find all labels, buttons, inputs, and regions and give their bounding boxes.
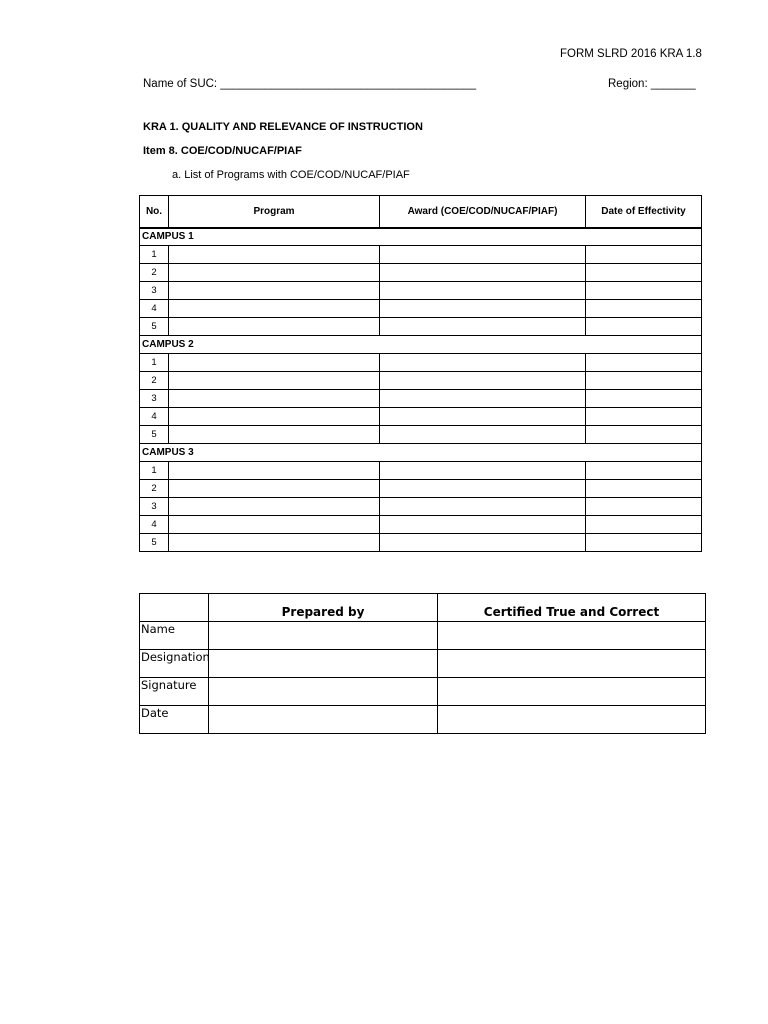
signoff-header-prepared-by: Prepared by (209, 594, 438, 622)
signoff-row-label: Signature (140, 678, 209, 706)
date-cell[interactable] (586, 426, 702, 444)
table-row (140, 300, 702, 318)
signoff-row-label: Name (140, 622, 209, 650)
date-cell[interactable] (586, 300, 702, 318)
date-cell[interactable] (586, 318, 702, 336)
column-header-no: No. (140, 196, 169, 228)
program-cell[interactable] (169, 480, 380, 498)
date-cell[interactable] (586, 534, 702, 552)
campus-label: CAMPUS 3 (140, 444, 702, 462)
signoff-row (140, 622, 706, 650)
row-number: 3 (140, 390, 169, 408)
date-cell[interactable] (586, 390, 702, 408)
award-cell[interactable] (380, 372, 586, 390)
prepared-by-cell[interactable] (209, 650, 438, 678)
table-row (140, 480, 702, 498)
table-row (140, 462, 702, 480)
column-header-date: Date of Effectivity (586, 196, 702, 228)
signoff-row-label: Designation (140, 650, 209, 678)
table-row (140, 372, 702, 390)
award-cell[interactable] (380, 300, 586, 318)
column-header-award: Award (COE/COD/NUCAF/PIAF) (380, 196, 586, 228)
date-cell[interactable] (586, 480, 702, 498)
table-row (140, 534, 702, 552)
program-cell[interactable] (169, 390, 380, 408)
campus-row (140, 444, 702, 462)
date-cell[interactable] (586, 498, 702, 516)
table-row (140, 282, 702, 300)
date-cell[interactable] (586, 354, 702, 372)
programs-table (139, 195, 702, 552)
table-row (140, 246, 702, 264)
prepared-by-cell[interactable] (209, 706, 438, 734)
signoff-row (140, 650, 706, 678)
form-code: FORM SLRD 2016 KRA 1.8 (560, 48, 702, 60)
row-number: 3 (140, 498, 169, 516)
award-cell[interactable] (380, 516, 586, 534)
award-cell[interactable] (380, 354, 586, 372)
program-cell[interactable] (169, 282, 380, 300)
date-cell[interactable] (586, 282, 702, 300)
table-row (140, 264, 702, 282)
award-cell[interactable] (380, 408, 586, 426)
program-cell[interactable] (169, 498, 380, 516)
certified-cell[interactable] (438, 706, 706, 734)
row-number: 4 (140, 408, 169, 426)
certified-cell[interactable] (438, 678, 706, 706)
signoff-row (140, 678, 706, 706)
program-cell[interactable] (169, 318, 380, 336)
campus-label: CAMPUS 2 (140, 336, 702, 354)
region-field: Region: _______ (608, 78, 696, 90)
campus-row (140, 336, 702, 354)
row-number: 1 (140, 354, 169, 372)
table-row (140, 318, 702, 336)
row-number: 2 (140, 264, 169, 282)
program-cell[interactable] (169, 408, 380, 426)
row-number: 4 (140, 300, 169, 318)
program-cell[interactable] (169, 534, 380, 552)
program-cell[interactable] (169, 354, 380, 372)
program-cell[interactable] (169, 264, 380, 282)
program-cell[interactable] (169, 462, 380, 480)
prepared-by-cell[interactable] (209, 678, 438, 706)
signoff-table (139, 593, 706, 734)
certified-cell[interactable] (438, 622, 706, 650)
campus-label: CAMPUS 1 (140, 228, 702, 246)
table-row (140, 408, 702, 426)
programs-header-row (140, 196, 702, 228)
kra-title: KRA 1. QUALITY AND RELEVANCE OF INSTRUCTION (143, 121, 423, 133)
award-cell[interactable] (380, 498, 586, 516)
date-cell[interactable] (586, 516, 702, 534)
signoff-row-label: Date (140, 706, 209, 734)
award-cell[interactable] (380, 534, 586, 552)
row-number: 2 (140, 480, 169, 498)
row-number: 1 (140, 246, 169, 264)
row-number: 2 (140, 372, 169, 390)
column-header-program: Program (169, 196, 380, 228)
list-caption: a. List of Programs with COE/COD/NUCAF/PIAF (172, 169, 410, 181)
table-row (140, 390, 702, 408)
row-number: 5 (140, 426, 169, 444)
program-cell[interactable] (169, 246, 380, 264)
row-number: 1 (140, 462, 169, 480)
signoff-header-certified: Certified True and Correct (438, 594, 706, 622)
campus-row (140, 228, 702, 246)
date-cell[interactable] (586, 246, 702, 264)
award-cell[interactable] (380, 426, 586, 444)
date-cell[interactable] (586, 372, 702, 390)
signoff-header-blank (140, 594, 209, 622)
certified-cell[interactable] (438, 650, 706, 678)
signoff-header-row (140, 594, 706, 622)
row-number: 3 (140, 282, 169, 300)
program-cell[interactable] (169, 516, 380, 534)
signoff-row (140, 706, 706, 734)
row-number: 4 (140, 516, 169, 534)
table-row (140, 354, 702, 372)
date-cell[interactable] (586, 462, 702, 480)
row-number: 5 (140, 318, 169, 336)
award-cell[interactable] (380, 390, 586, 408)
table-row (140, 498, 702, 516)
date-cell[interactable] (586, 408, 702, 426)
item-title: Item 8. COE/COD/NUCAF/PIAF (143, 145, 302, 157)
award-cell[interactable] (380, 462, 586, 480)
program-cell[interactable] (169, 426, 380, 444)
award-cell[interactable] (380, 318, 586, 336)
program-cell[interactable] (169, 372, 380, 390)
award-cell[interactable] (380, 282, 586, 300)
date-cell[interactable] (586, 264, 702, 282)
row-number: 5 (140, 534, 169, 552)
table-row (140, 426, 702, 444)
award-cell[interactable] (380, 480, 586, 498)
program-cell[interactable] (169, 300, 380, 318)
award-cell[interactable] (380, 264, 586, 282)
table-row (140, 516, 702, 534)
award-cell[interactable] (380, 246, 586, 264)
name-of-suc-field: Name of SUC: ________________________________________ (143, 78, 477, 90)
prepared-by-cell[interactable] (209, 622, 438, 650)
